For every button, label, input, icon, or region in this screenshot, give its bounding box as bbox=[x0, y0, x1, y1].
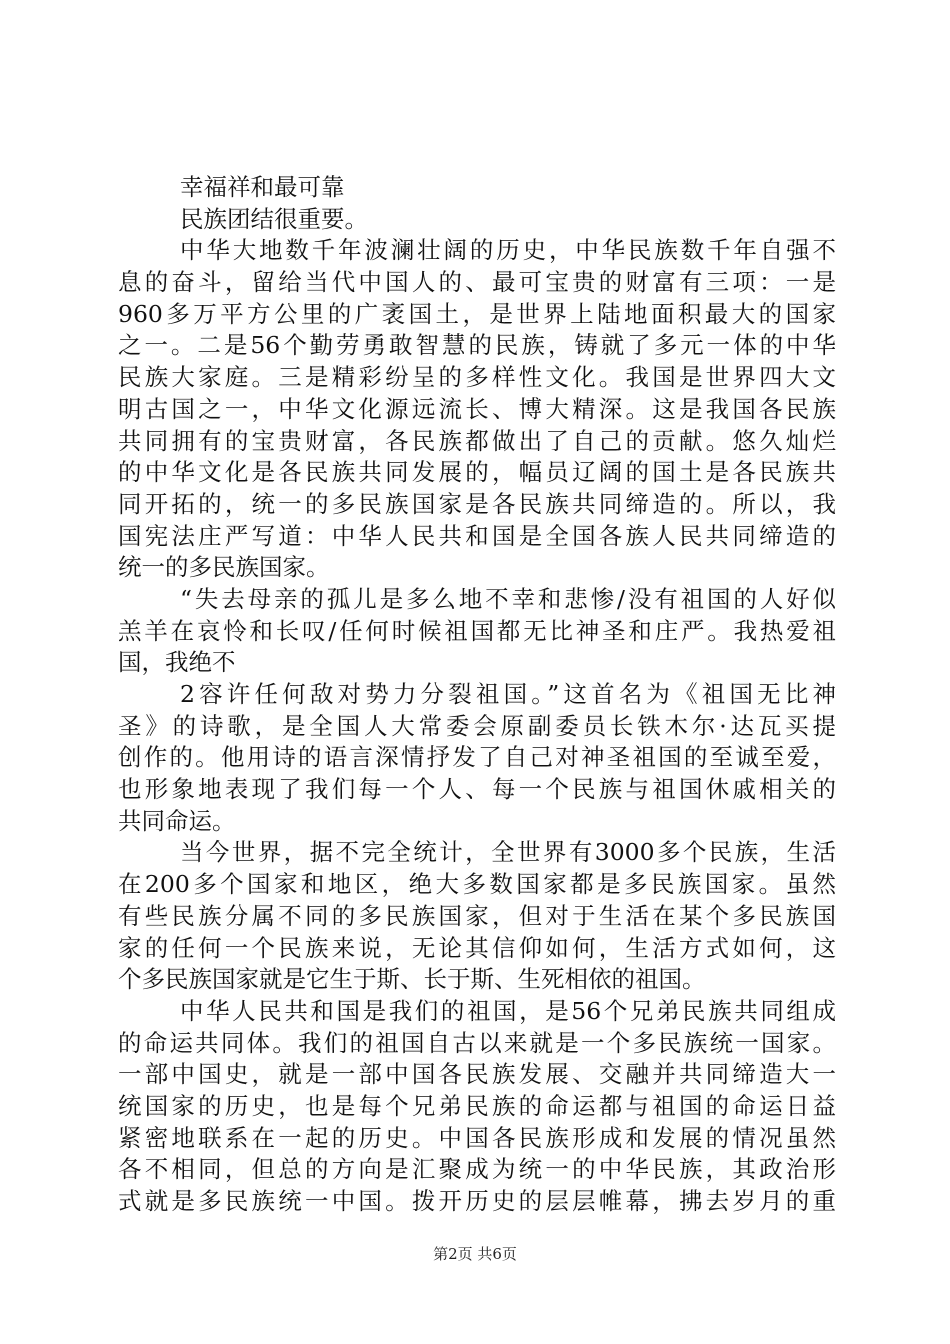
text-line: 一部中国史，就是一部中国各民族发展、交融并共同缔造大一 bbox=[118, 1060, 836, 1089]
text-line: 幸福祥和最可靠 bbox=[180, 173, 345, 201]
text-line: 民族团结很重要。 bbox=[180, 204, 368, 233]
text-line: 的命运共同体。我们的祖国自古以来就是一个多民族统一国家。 bbox=[118, 1028, 836, 1057]
text-line: 中华人民共和国是我们的祖国，是56个兄弟民族共同组成 bbox=[180, 996, 836, 1025]
text-line: 共同命运。 bbox=[118, 806, 236, 835]
text-line: 统一的多民族国家。 bbox=[118, 553, 330, 582]
text-line: 的中华文化是各民族共同发展的，幅员辽阔的国土是各民族共 bbox=[118, 458, 836, 487]
text-line: 民族大家庭。三是精彩纷呈的多样性文化。我国是世界四大文 bbox=[118, 363, 836, 392]
text-line: 2容许任何敌对势力分裂祖国。”这首名为《祖国无比神 bbox=[180, 680, 836, 708]
text-line: “失去母亲的孤儿是多么地不幸和悲惨/没有祖国的人好似 bbox=[180, 584, 836, 613]
text-line: 国，我绝不 bbox=[118, 648, 236, 677]
text-line: 中华大地数千年波澜壮阔的历史，中华民族数千年自强不 bbox=[180, 236, 836, 265]
text-line: 羔羊在哀怜和长叹/任何时候祖国都无比神圣和庄严。我热爱祖 bbox=[118, 616, 836, 645]
text-line: 创作的。他用诗的语言深情抒发了自己对神圣祖国的至诚至爱， bbox=[118, 743, 836, 772]
text-line: 各不相同，但总的方向是汇聚成为统一的中华民族，其政治形 bbox=[118, 1155, 836, 1184]
text-line: 在200多个国家和地区，绝大多数国家都是多民族国家。虽然 bbox=[118, 870, 836, 899]
text-line: 国宪法庄严写道：中华人民共和国是全国各族人民共同缔造的 bbox=[118, 521, 836, 550]
text-line: 家的任何一个民族来说，无论其信仰如何，生活方式如何，这 bbox=[118, 933, 836, 962]
text-line: 明古国之一，中华文化源远流长、博大精深。这是我国各民族 bbox=[118, 394, 836, 423]
text-line: 960多万平方公里的广袤国土，是世界上陆地面积最大的国家 bbox=[118, 299, 836, 328]
text-line: 紧密地联系在一起的历史。中国各民族形成和发展的情况虽然 bbox=[118, 1123, 836, 1152]
text-line: 也形象地表现了我们每一个人、每一个民族与祖国休戚相关的 bbox=[118, 775, 836, 804]
text-line: 统国家的历史，也是每个兄弟民族的命运都与祖国的命运日益 bbox=[118, 1091, 836, 1120]
text-line: 之一。二是56个勤劳勇敢智慧的民族，铸就了多元一体的中华 bbox=[118, 331, 836, 360]
body-text bbox=[118, 172, 836, 1218]
text-line: 有些民族分属不同的多民族国家，但对于生活在某个多民族国 bbox=[118, 901, 836, 930]
text-line: 式就是多民族统一中国。拨开历史的层层帷幕，拂去岁月的重 bbox=[118, 1187, 836, 1215]
text-line: 同开拓的，统一的多民族国家是各民族共同缔造的。所以，我 bbox=[118, 489, 836, 518]
text-line: 息的奋斗，留给当代中国人的、最可宝贵的财富有三项：一是 bbox=[118, 268, 836, 297]
text-line: 当今世界，据不完全统计，全世界有3000多个民族，生活 bbox=[180, 838, 836, 867]
text-line: 圣》的诗歌，是全国人大常委会原副委员长铁木尔·达瓦买提 bbox=[118, 711, 836, 740]
page-footer: 第2页 共6页 bbox=[433, 1245, 517, 1263]
text-line: 共同拥有的宝贵财富，各民族都做出了自己的贡献。悠久灿烂 bbox=[118, 426, 836, 455]
text-line: 个多民族国家就是它生于斯、长于斯、生死相依的祖国。 bbox=[118, 965, 706, 994]
